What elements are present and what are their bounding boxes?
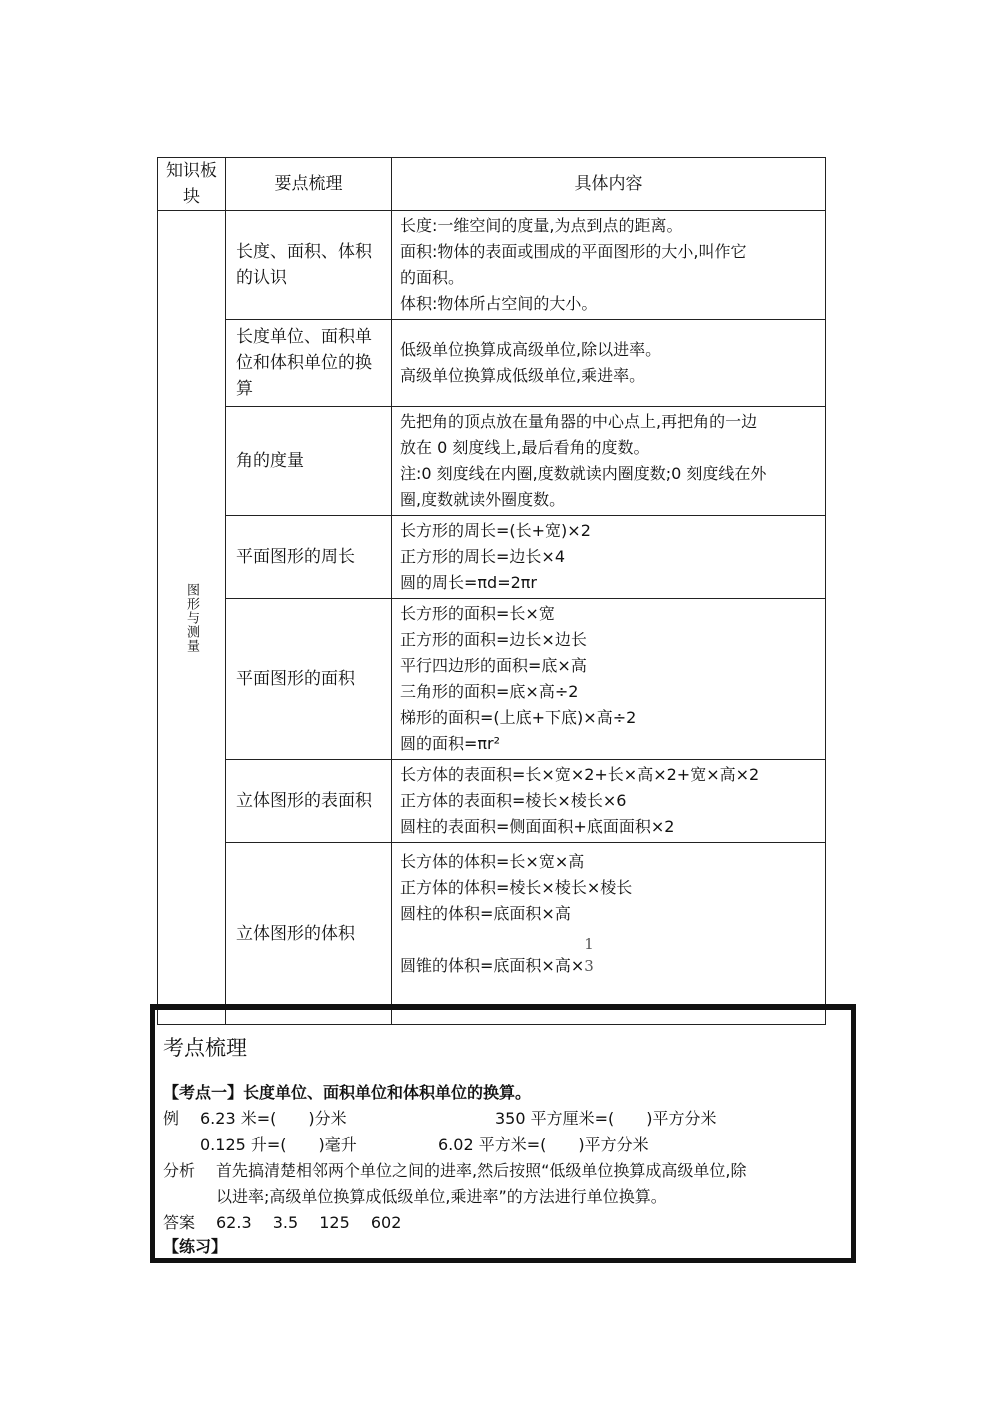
exam-points-box: [150, 1004, 856, 1263]
content-line: 梯形的面积=(上底+下底)×高÷2: [400, 708, 637, 727]
fraction-numerator: 1: [584, 935, 594, 953]
content-line: 正方体的体积=棱长×棱长×棱长: [400, 878, 633, 897]
content-line: [400, 935, 819, 999]
fraction: [584, 933, 594, 977]
row-content: [392, 843, 826, 1025]
row-key: 角的度量: [226, 407, 392, 516]
row-key: 立体图形的表面积: [226, 760, 392, 843]
row-content: [392, 407, 826, 516]
header-knowledge-block: 知识板块: [158, 158, 226, 211]
example-3: 0.125 升=( )毫升: [200, 1135, 357, 1154]
table-row: [158, 516, 826, 599]
section-label: 图形与测量: [184, 582, 199, 653]
row-content: [392, 516, 826, 599]
content-line: 低级单位换算成高级单位,除以进率。: [400, 340, 662, 359]
content-line: 圆柱的表面积=侧面面积+底面面积×2: [400, 817, 675, 836]
table-row: [158, 320, 826, 407]
analysis-label: 分析: [163, 1161, 196, 1180]
content-line: 的面积。: [400, 268, 465, 287]
table-row: [158, 760, 826, 843]
answer-label: 答案: [163, 1213, 196, 1232]
knowledge-table: [157, 157, 826, 1025]
row-key: 立体图形的体积: [226, 843, 392, 1025]
row-key: 平面图形的周长: [226, 516, 392, 599]
content-line: 长方形的面积=长×宽: [400, 604, 555, 623]
table-row: [158, 211, 826, 320]
content-line: 正方形的周长=边长×4: [400, 547, 565, 566]
analysis-line-1: 首先搞清楚相邻两个单位之间的进率,然后按照“低级单位换算成高级单位,除: [216, 1161, 747, 1180]
content-line: 圆的面积=πr²: [400, 734, 501, 753]
row-content: [392, 599, 826, 760]
header-key-points: 要点梳理: [226, 158, 392, 211]
header-content: 具体内容: [392, 158, 826, 211]
content-line: 长度:一维空间的度量,为点到点的距离。: [400, 216, 683, 235]
example-2: 350 平方厘米=( )平方分米: [495, 1109, 717, 1128]
content-line-text: 圆锥的体积=底面积×高×: [400, 956, 585, 975]
content-line: 放在 0 刻度线上,最后看角的度数。: [400, 438, 650, 457]
box-title: 考点梳理: [163, 1036, 247, 1060]
content-line: 注:0 刻度线在内圈,度数就读内圈度数;0 刻度线在外: [400, 464, 767, 483]
content-line: 正方体的表面积=棱长×棱长×6: [400, 791, 627, 810]
content-line: 长方形的周长=(长+宽)×2: [400, 521, 591, 540]
content-line: 圆柱的体积=底面积×高: [400, 904, 571, 923]
row-key: 平面图形的面积: [226, 599, 392, 760]
row-content: [392, 211, 826, 320]
content-line: 面积:物体的表面或围成的平面图形的大小,叫作它: [400, 242, 747, 261]
content-line: 圆的周长=πd=2πr: [400, 573, 537, 592]
answer-values: 62.3 3.5 125 602: [216, 1213, 402, 1232]
example-1: 6.23 米=( )分米: [200, 1109, 347, 1128]
content-line: 高级单位换算成低级单位,乘进率。: [400, 366, 646, 385]
analysis-line-2: 以进率;高级单位换算成低级单位,乘进率”的方法进行单位换算。: [216, 1187, 667, 1206]
content-line: 正方形的面积=边长×边长: [400, 630, 587, 649]
row-key: 长度、面积、体积的认识: [226, 211, 392, 320]
table-row: [158, 843, 826, 1025]
content-line: 三角形的面积=底×高÷2: [400, 682, 579, 701]
content-line: 先把角的顶点放在量角器的中心点上,再把角的一边: [400, 412, 758, 431]
content-line: 体积:物体所占空间的大小。: [400, 294, 598, 313]
practice-heading: 【练习】: [163, 1237, 228, 1256]
fraction-denominator: 3: [584, 957, 594, 975]
content-line: 平行四边形的面积=底×高: [400, 656, 587, 675]
content-line: 长方体的体积=长×宽×高: [400, 852, 585, 871]
table-header-row: [158, 158, 826, 211]
point-heading: 【考点一】长度单位、面积单位和体积单位的换算。: [163, 1083, 532, 1102]
section-cell: [158, 211, 226, 1025]
content-line: 长方体的表面积=长×宽×2+长×高×2+宽×高×2: [400, 765, 760, 784]
example-label: 例: [163, 1109, 180, 1128]
row-content: [392, 760, 826, 843]
example-4: 6.02 平方米=( )平方分米: [438, 1135, 649, 1154]
row-key: 长度单位、面积单位和体积单位的换算: [226, 320, 392, 407]
table-row: [158, 407, 826, 516]
row-content: [392, 320, 826, 407]
table-row: [158, 599, 826, 760]
content-line: 圈,度数就读外圈度数。: [400, 490, 566, 509]
